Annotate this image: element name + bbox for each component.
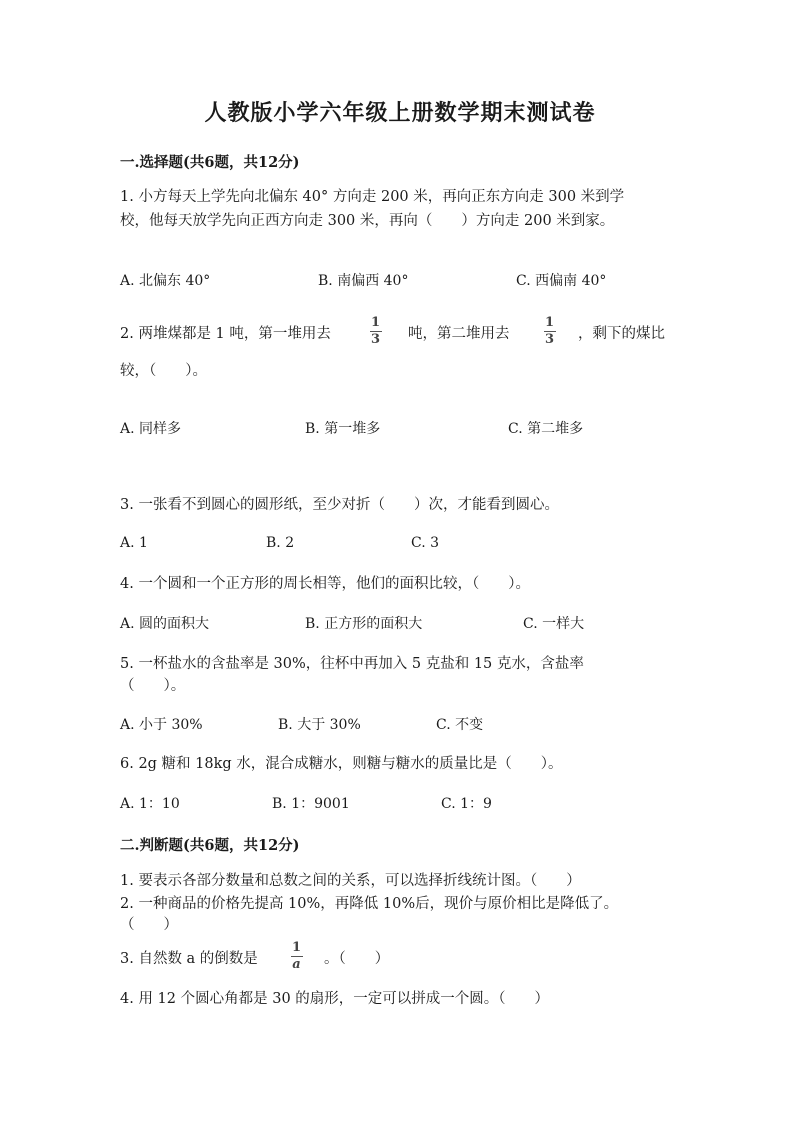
question-2-line-2: 较，（ ）。: [120, 363, 207, 379]
q2-option-c: C. 第二堆多: [508, 421, 584, 437]
q1-option-c: C. 西偏南 40°: [516, 273, 607, 289]
judgement-1: 1. 要表示各部分数量和总数之间的关系，可以选择折线统计图。（ ）: [120, 873, 581, 889]
q6-option-c: C. 1：9: [441, 796, 492, 812]
fraction-one-third-2: [543, 316, 556, 347]
q2-option-b: B. 第一堆多: [305, 421, 381, 437]
fraction-denominator: 3: [545, 332, 555, 347]
question-2-part-1: 2. 两堆煤都是 1 吨，第一堆用去: [120, 326, 331, 342]
question-1-line-1: 1. 小方每天上学先向北偏东 40° 方向走 200 米，再向正东方向走 300 米到学: [120, 189, 625, 205]
question-4: 4. 一个圆和一个正方形的周长相等，他们的面积比较，（ ）。: [120, 576, 530, 592]
question-2-part-2: 吨，第二堆用去: [408, 326, 510, 342]
fraction-denominator: 3: [371, 332, 381, 347]
fraction-one-over-a: [290, 941, 303, 972]
q5-option-a: A. 小于 30%: [120, 717, 203, 733]
judgement-2-line-1: 2. 一种商品的价格先提高 10%，再降低 10%后，现价与原价相比是降低了。: [120, 896, 619, 912]
fraction-denominator: a: [292, 957, 301, 972]
question-6: 6. 2g 糖和 18kg 水，混合成糖水，则糖与糖水的质量比是（ ）。: [120, 756, 563, 772]
q1-option-b: B. 南偏西 40°: [318, 273, 409, 289]
page-title: 人教版小学六年级上册数学期末测试卷: [204, 100, 596, 126]
question-5-line-1: 5. 一杯盐水的含盐率是 30%，往杯中再加入 5 克盐和 15 克水，含盐率: [120, 656, 584, 672]
q2-option-a: A. 同样多: [120, 421, 182, 437]
q4-option-a: A. 圆的面积大: [120, 616, 210, 632]
question-2-part-3: ，剩下的煤比: [578, 326, 665, 342]
judgement-3-part-1: 3. 自然数 a 的倒数是: [120, 951, 258, 967]
section-heading-judgement: 二.判断题(共6题，共12分): [120, 837, 300, 854]
q5-option-b: B. 大于 30%: [278, 717, 361, 733]
q6-option-a: A. 1：10: [120, 796, 180, 812]
judgement-2-line-2: （ ）: [120, 917, 178, 933]
fraction-numerator: 1: [371, 315, 381, 330]
fraction-numerator: 1: [545, 315, 555, 330]
q3-option-a: A. 1: [120, 535, 148, 551]
question-1-line-2: 校，他每天放学先向正西方向走 300 米，再向（ ）方向走 200 米到家。: [120, 213, 615, 229]
question-5-line-2: （ ）。: [120, 678, 186, 694]
section-heading-choice: 一.选择题(共6题，共12分): [120, 154, 300, 171]
fraction-one-third-1: [369, 316, 382, 347]
q3-option-b: B. 2: [266, 535, 295, 551]
q1-option-a: A. 北偏东 40°: [120, 273, 211, 289]
q5-option-c: C. 不变: [436, 717, 484, 733]
q6-option-b: B. 1：9001: [272, 796, 350, 812]
q4-option-c: C. 一样大: [523, 616, 585, 632]
fraction-numerator: 1: [292, 940, 302, 955]
judgement-4: 4. 用 12 个圆心角都是 30 的扇形，一定可以拼成一个圆。（ ）: [120, 991, 550, 1007]
judgement-3-part-2: 。（ ）: [324, 951, 390, 967]
q3-option-c: C. 3: [411, 535, 440, 551]
question-3: 3. 一张看不到圆心的圆形纸，至少对折（ ）次，才能看到圆心。: [120, 497, 559, 513]
q4-option-b: B. 正方形的面积大: [305, 616, 423, 632]
